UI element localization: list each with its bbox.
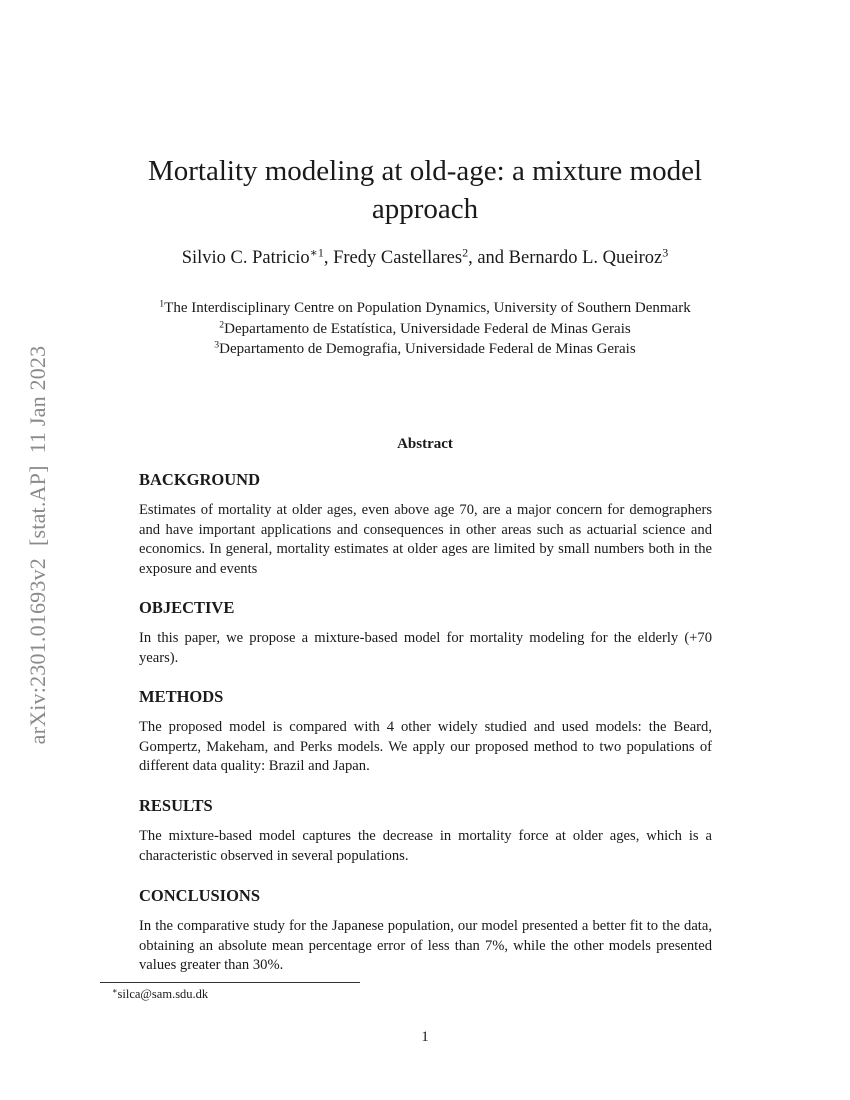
author-marks: 2 <box>462 245 469 260</box>
section-heading: BACKGROUND <box>139 470 261 489</box>
section-background <box>139 469 712 579</box>
arxiv-id[interactable]: arXiv:2301.01693v2 <box>25 558 50 745</box>
author-separator: , and <box>468 248 509 268</box>
section-body: In the comparative study for the Japanese population, our model presented a better fit to the data, obtaining an absolute mean percentage error of less than 7%, while the other models presented values greater than 30%. <box>139 918 712 974</box>
affiliation-text: Departamento de Demografia, Universidade Federal de Minas Gerais <box>219 341 636 357</box>
affiliation-text: Departamento de Estatística, Universidade Federal de Minas Gerais <box>224 320 631 337</box>
arxiv-identifier <box>25 340 51 751</box>
section-heading: CONCLUSIONS <box>139 886 261 905</box>
footnote <box>112 987 208 1002</box>
section-body: The proposed model is compared with 4 other widely studied and used models: the Beard, Gompertz, Makeham, and Perks models. We apply our proposed method to two populations of different data quality: Brazil and Japan. <box>139 719 712 775</box>
section-body: Estimates of mortality at older ages, even above age 70, are a major concern for demographers and have important applications and consequences in other areas such as actuarial science and economics. In general, mortality estimates at older ages are limited by small numbers both in the exposure and events <box>139 502 712 577</box>
arxiv-category: [stat.AP] <box>25 465 50 547</box>
author-list <box>100 246 750 270</box>
section-heading: OBJECTIVE <box>139 598 235 617</box>
section-body: The mixture-based model captures the decrease in mortality force at older ages, which is a characteristic observed in several populations. <box>139 828 712 864</box>
author-name: Silvio C. Patricio <box>181 248 310 268</box>
affiliation-number: 1 <box>159 298 165 310</box>
abstract-heading: Abstract <box>397 436 453 452</box>
section-objective <box>139 597 712 668</box>
footnote-divider <box>100 982 360 983</box>
section-results <box>139 795 712 866</box>
paper-title: Mortality modeling at old-age: a mixture model approach <box>147 155 703 225</box>
section-heading: RESULTS <box>139 796 213 815</box>
footnote-email[interactable]: silca@sam.sdu.dk <box>117 987 209 1001</box>
author-marks: 3 <box>662 245 669 260</box>
affiliation-number: 2 <box>219 319 225 331</box>
author-name: Fredy Castellares <box>333 248 463 268</box>
affiliation <box>100 298 750 319</box>
page-number: 1 <box>421 1029 429 1045</box>
section-heading: METHODS <box>139 687 224 706</box>
section-conclusions <box>139 885 712 976</box>
affiliation-number: 3 <box>214 339 220 351</box>
affiliation <box>100 319 750 340</box>
author-marks: ∗1 <box>309 245 324 260</box>
section-body: In this paper, we propose a mixture-based model for mortality modeling for the elderly (+70 years). <box>139 630 712 666</box>
footnote-mark: ∗ <box>112 986 118 996</box>
affiliation-text: The Interdisciplinary Centre on Population Dynamics, University of Southern Denmark <box>164 300 691 316</box>
author-separator: , <box>323 248 334 268</box>
author-name: Bernardo L. Queiroz <box>508 248 663 268</box>
arxiv-sidebar <box>10 290 66 800</box>
arxiv-date: 11 Jan 2023 <box>25 345 50 454</box>
section-methods <box>139 686 712 777</box>
affiliation <box>100 339 750 360</box>
affiliation-list <box>100 298 750 360</box>
